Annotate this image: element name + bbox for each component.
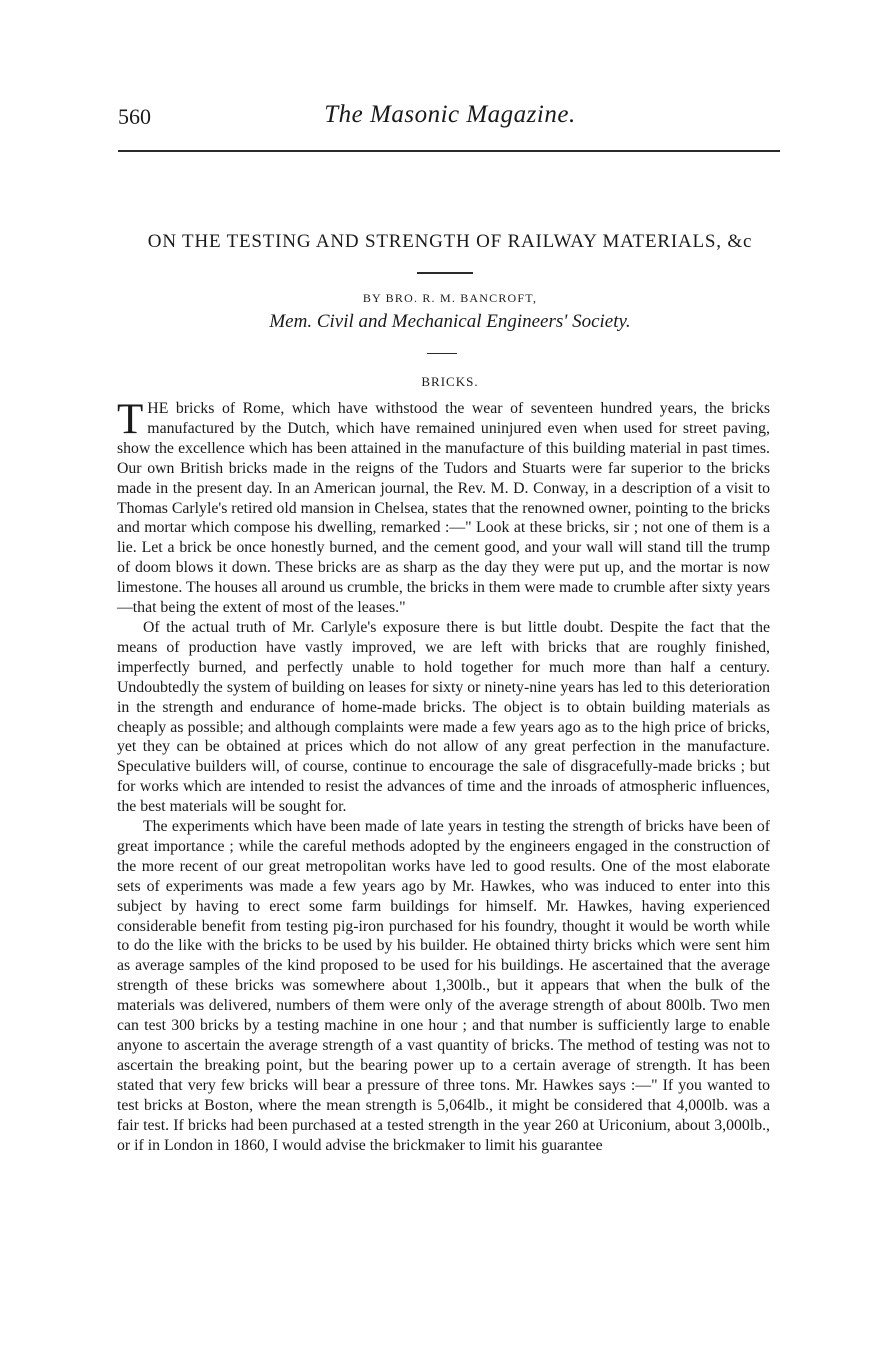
running-title: The Masonic Magazine. [324,101,576,128]
byline-divider [427,353,457,354]
header-rule [118,150,780,152]
paragraph-2: Of the actual truth of Mr. Carlyle's exposure there is but little doubt. Despite the fact that the means of production have vastly improved, we are left with bricks that are roughly finished, imperfectly burned, and perfectly unable to hold together for much more than half a century. Undoubtedly the system of building on leases for sixty or ninety-nine years has led to this deterioration in the strength and endurance of home-made bricks. The object is to obtain building materials as cheaply as possible; and although complaints were made a few years ago as to the high price of bricks, yet they can be obtained at prices which do not allow of any great perfection in the manufacture. Speculative builders will, of course, continue to encourage the sale of disgracefully-made bricks ; but for works which are intended to resist the advances of time and the inroads of atmospheric influences, the best materials will be sought for. [117,618,770,816]
byline: BY BRO. R. M. BANCROFT, [362,291,538,305]
title-divider [417,272,473,274]
paragraph-1 [117,396,770,618]
paragraph-3: The experiments which have been made of late years in testing the strength of bricks have been of great importance ; while the careful methods adopted by the engineers engaged in the construction of the more recent of our great metropolitan works have led to good results. One of the most elaborate sets of experiments was made a few years ago by Mr. Hawkes, who was induced to enter into this subject by having to erect some farm buildings for himself. Mr. Hawkes, having experienced considerable benefit from testing pig-iron purchased for his foundry, thought it would be worth while to do the like with the bricks to be used by his builder. He obtained thirty bricks which were sent him as average samples of the kind proposed to be used for his buildings. He ascertained that the average strength of these bricks was somewhere about 1,300lb., but it appears that when the bulk of the materials was delivered, numbers of them were only of the average strength of about 800lb. Two men can test 300 bricks by a testing machine in one hour ; and that number is sufficiently large to enable anyone to ascertain the average strength of a vast quantity of bricks. The method of testing was not to ascertain the breaking point, but the bearing power up to a certain average of strength. It has been stated that very few bricks will bear a pressure of three tons. Mr. Hawkes says :—" If you wanted to test bricks at Boston, where the mean strength is 5,064lb., it might be considered that 4,000lb. was a fair test. If bricks had been purchased at a tested strength in the year 260 at Uriconium, about 3,000lb., or if in London in 1860, I would advise the brickmaker to limit his guarantee [117,818,770,1154]
page-number: 560 [118,104,151,129]
paragraph-1-text: HE bricks of Rome, which have withstood the wear of seventeen hundred years, the bricks manufactured by the Dutch, which have remained uninjured even when used for street paving, show the excellence which has been attained in the manufacture of this building material in past times. Our own British bricks made in the reigns of the Tudors and Stuarts were far superior to the bricks made in the present day. In an American journal, the Rev. M. D. Conway, in a description of a visit to Thomas Carlyle's retired old mansion in Chelsea, states that the renowned owner, pointing to the bricks and mortar which compose his dwelling, remarked :—" Look at these bricks, sir ; not one of them is a lie. Let a brick be once honestly burned, and the cement good, and your wall will stand till the trump of doom blows it down. These bricks are as sharp as the day they were put up, and the mortar is now limestone. The houses all around us crumble, the bricks in them were made to crumble after sixty years—that being the extent of most of the leases." [117,400,770,617]
article-body [117,396,770,1155]
affiliation: Mem. Civil and Mechanical Engineers' Society. [269,311,631,332]
article-title: ON THE TESTING AND STRENGTH OF RAILWAY MATERIALS, &c [147,231,753,252]
drop-cap: T [117,396,144,443]
section-heading: BRICKS. [421,374,479,389]
